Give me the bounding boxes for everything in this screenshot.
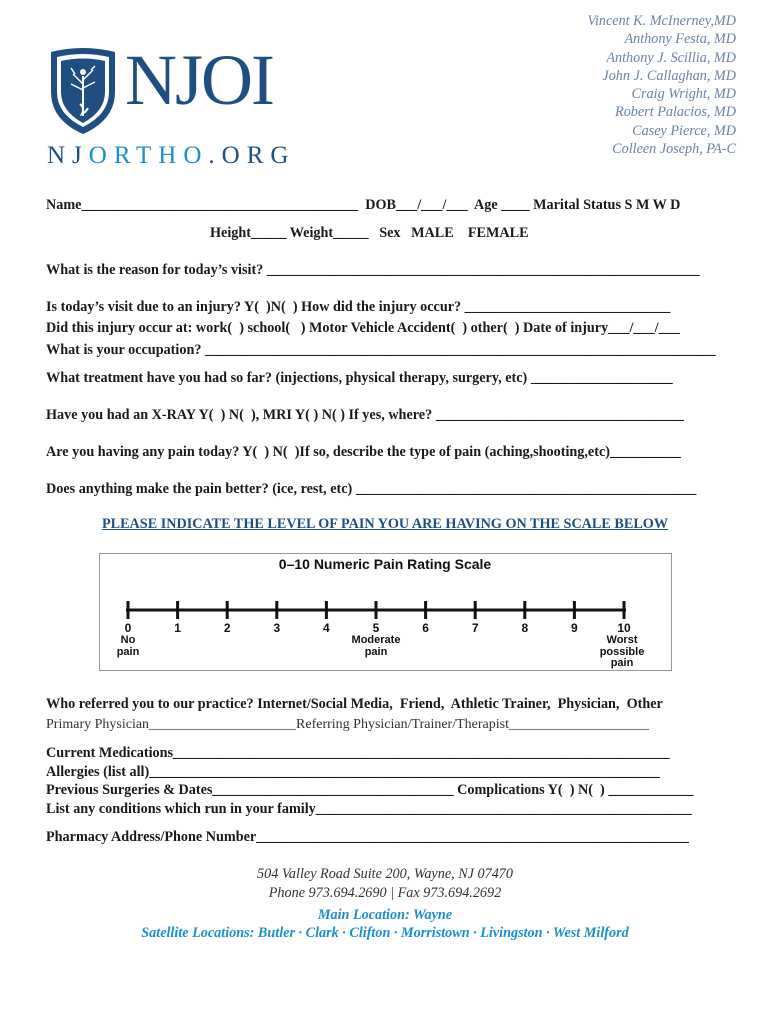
occupation-field[interactable]: What is your occupation? ________________________________________________________________________ xyxy=(46,342,716,358)
scale-number[interactable]: 6 xyxy=(422,621,429,635)
doctor-name: Craig Wright, MD xyxy=(631,86,736,103)
pain-relief-field[interactable]: Does anything make the pain better? (ice, rest, etc) ________________________________________________ xyxy=(46,481,697,497)
xray-mri-field[interactable]: Have you had an X-RAY Y( ) N( ), MRI Y( ) N( ) If yes, where? ___________________________________ xyxy=(46,407,685,423)
pain-type-field[interactable]: Are you having any pain today? Y( ) N( )If so, describe the type of pain (aching,shooting,etc)__________ xyxy=(46,444,681,460)
practice-phone-fax: Phone 973.694.2690 | Fax 973.694.2692 xyxy=(268,885,502,901)
scale-label-moderate: Moderate xyxy=(351,634,401,646)
name-dob-field[interactable]: Name_______________________________________ DOB___/___/___ Age ____ Marital Status S M W D xyxy=(46,197,681,213)
scale-number[interactable]: 5 xyxy=(372,621,380,635)
scale-number[interactable]: 1 xyxy=(174,621,181,635)
surgeries-field[interactable]: Previous Surgeries & Dates__________________________________ Complications Y( ) N( ) ____________ xyxy=(46,782,694,798)
scale-number[interactable]: 8 xyxy=(521,621,529,635)
scale-label-no: No xyxy=(120,634,136,646)
scale-number[interactable]: 9 xyxy=(571,621,578,635)
family-conditions-field[interactable]: List any conditions which run in your family_____________________________________________________ xyxy=(46,801,692,817)
visit-reason-field[interactable]: What is the reason for today’s visit? _____________________________________________________________ xyxy=(46,262,700,278)
shield-logo-icon xyxy=(45,46,121,136)
pharmacy-field[interactable]: Pharmacy Address/Phone Number_____________________________________________________________ xyxy=(46,829,689,845)
doctor-name: John J. Callaghan, MD xyxy=(602,67,736,84)
site-part-nj: NJ xyxy=(47,142,89,169)
scale-number[interactable]: 4 xyxy=(323,621,330,635)
scale-number[interactable]: 2 xyxy=(223,621,231,635)
doctor-name: Vincent K. McInerney,MD xyxy=(587,13,736,29)
doctor-list xyxy=(587,12,736,158)
pain-rating-scale[interactable] xyxy=(99,553,672,671)
main-location: Main Location: Wayne xyxy=(317,907,453,923)
scale-label-no: pain xyxy=(116,646,140,658)
scale-number[interactable]: 10 xyxy=(617,621,631,635)
doctor-name: Colleen Joseph, PA-C xyxy=(612,141,736,158)
scale-label-worst: pain xyxy=(610,657,634,669)
pain-scale-graphic xyxy=(100,554,671,670)
site-part-ortho: ORTHO xyxy=(88,142,209,169)
scale-label-worst: Worst xyxy=(606,634,638,646)
site-part-org: .ORG xyxy=(208,142,296,169)
physician-referral-field[interactable]: Primary Physician_____________________Referring Physician/Trainer/Therapist____________________ xyxy=(46,717,649,732)
injury-location-field[interactable]: Did this injury occur at: work( ) school( ) Motor Vehicle Accident( ) other( ) Date of injury___/___/___ xyxy=(46,320,680,336)
scale-number[interactable]: 3 xyxy=(273,621,281,635)
doctor-name: Casey Pierce, MD xyxy=(632,122,736,139)
height-weight-sex-field[interactable]: Height_____ Weight_____ Sex MALE FEMALE xyxy=(210,225,529,241)
scale-number[interactable]: 0 xyxy=(124,621,132,635)
medications-field[interactable]: Current Medications______________________________________________________________________ xyxy=(46,745,670,761)
website-link[interactable] xyxy=(47,142,295,170)
scale-title: 0–10 Numeric Pain Rating Scale xyxy=(278,556,492,572)
injury-question-field[interactable]: Is today’s visit due to an injury? Y( )N( ) How did the injury occur? _____________________________ xyxy=(46,299,671,315)
treatment-field[interactable]: What treatment have you had so far? (injections, physical therapy, surgery, etc) ____________________ xyxy=(46,370,673,386)
doctor-name: Anthony J. Scillia, MD xyxy=(606,49,736,66)
practice-address: 504 Valley Road Suite 200, Wayne, NJ 07470 xyxy=(257,866,513,882)
pain-scale-instruction: PLEASE INDICATE THE LEVEL OF PAIN YOU ARE HAVING ON THE SCALE BELOW xyxy=(101,516,669,532)
satellite-locations: Satellite Locations: Butler · Clark · Clifton · Morristown · Livingston · West Milford xyxy=(141,925,629,941)
scale-number[interactable]: 7 xyxy=(471,621,479,635)
scale-label-moderate: pain xyxy=(364,646,388,658)
practice-logo xyxy=(45,40,315,176)
scale-label-worst: possible xyxy=(599,646,645,658)
allergies-field[interactable]: Allergies (list all)________________________________________________________________________ xyxy=(46,764,660,780)
referral-source-field[interactable]: Who referred you to our practice? Internet/Social Media, Friend, Athletic Trainer, Physician, Other xyxy=(46,696,663,712)
doctor-name: Robert Palacios, MD xyxy=(615,104,736,121)
doctor-name: Anthony Festa, MD xyxy=(624,31,736,48)
logo-wordmark: NJOI xyxy=(125,40,273,120)
